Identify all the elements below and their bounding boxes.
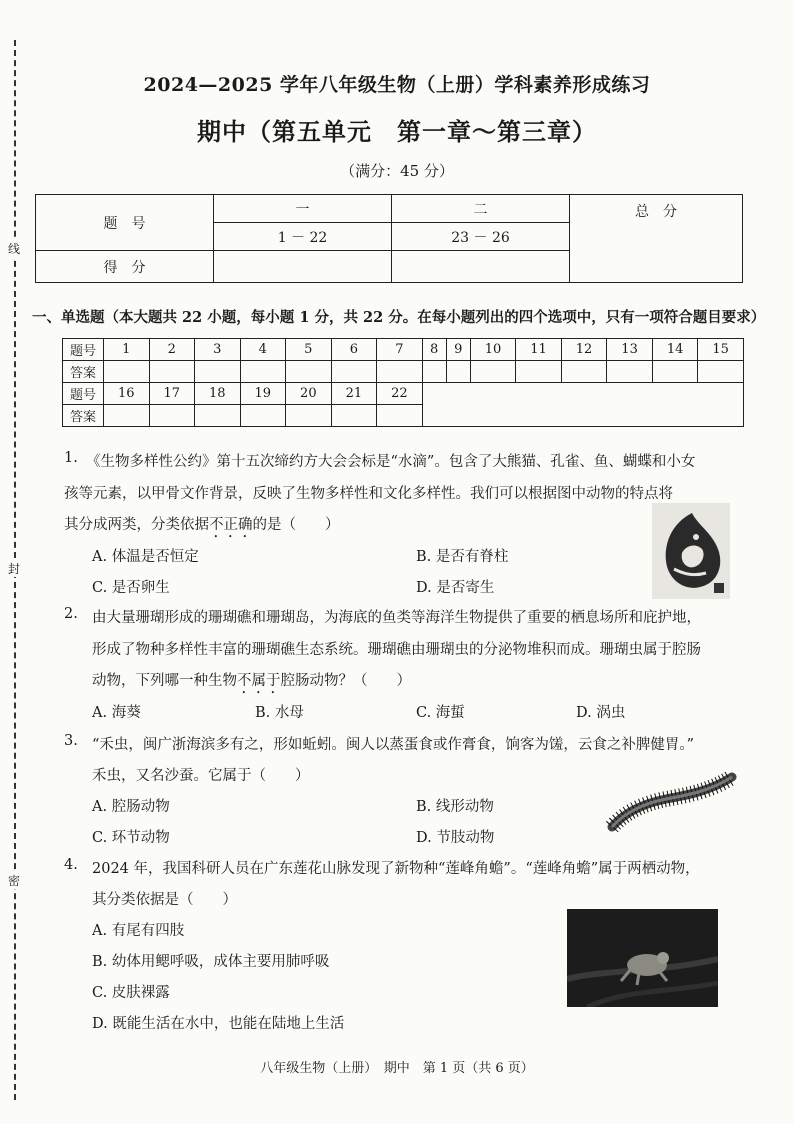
- question-1-option-d[interactable]: D. 是否寄生: [416, 580, 495, 596]
- page-footer: 八年级生物（上册） 期中 第 1 页（共 6 页）: [260, 1061, 534, 1076]
- binding-char-secret: 密: [4, 872, 24, 889]
- question-2-emphasis: 不属于: [237, 673, 281, 689]
- answer-cell[interactable]: [561, 361, 607, 383]
- page-title: 2024—2025 学年八年级生物（上册）学科素养形成练习: [143, 74, 651, 96]
- score-col1-range: 1 － 22: [214, 223, 392, 251]
- answer-cell[interactable]: [104, 361, 150, 383]
- answer-grid-label: 答案: [63, 405, 104, 427]
- answer-num: 10: [470, 339, 516, 361]
- answer-cell[interactable]: [331, 405, 377, 427]
- score-col1-title: 一: [214, 195, 392, 223]
- answer-cell[interactable]: [652, 361, 698, 383]
- answer-grid-blank: [422, 383, 743, 427]
- question-2-option-c[interactable]: C. 海蜇: [416, 705, 465, 721]
- answer-num: 8: [422, 339, 446, 361]
- question-2-option-a[interactable]: A. 海葵: [92, 705, 141, 721]
- answer-num: 15: [698, 339, 744, 361]
- question-3-line: “禾虫，闽广浙海滨多有之，形如蚯蚓。闽人以蒸蛋食或作膏食，饷客为馐，云食之补脾健胃。”: [92, 737, 695, 753]
- answer-grid: [62, 338, 744, 427]
- score-table: [35, 194, 743, 283]
- question-3-line: 禾虫，又名沙蚕。它属于（ ）: [92, 768, 310, 784]
- binding-char-seal: 封: [4, 560, 24, 577]
- answer-grid-label: 题号: [63, 383, 104, 405]
- question-1-option-c[interactable]: C. 是否卵生: [92, 580, 170, 596]
- page-subtitle: 期中（第五单元 第一章～第三章）: [197, 117, 597, 146]
- question-4-line: 其分类依据是（ ）: [92, 892, 237, 908]
- question-1-text: 的是（ ）: [252, 517, 340, 533]
- full-score-note: （满分：45 分）: [340, 162, 454, 180]
- answer-grid-label: 答案: [63, 361, 104, 383]
- question-3-option-d[interactable]: D. 节肢动物: [416, 830, 495, 846]
- score-total: 总 分: [570, 195, 743, 283]
- question-2-line: 形成了物种多样性丰富的珊瑚礁生态系统。珊瑚礁由珊瑚虫的分泌物堆积而成。珊瑚虫属于腔肠: [92, 642, 701, 658]
- answer-cell[interactable]: [698, 361, 744, 383]
- answer-cell[interactable]: [607, 361, 653, 383]
- answer-num: 19: [240, 383, 286, 405]
- section1-header: 一、单选题（本大题共 22 小题，每小题 1 分，共 22 分。在每小题列出的四个选项中，只有一项符合题目要求）: [32, 309, 766, 326]
- question-4-option-b[interactable]: B. 幼体用鳃呼吸，成体主要用肺呼吸: [92, 954, 330, 970]
- answer-num: 3: [195, 339, 241, 361]
- answer-cell[interactable]: [195, 405, 241, 427]
- answer-grid-label: 题号: [63, 339, 104, 361]
- answer-num: 4: [240, 339, 286, 361]
- answer-num: 18: [195, 383, 241, 405]
- answer-cell[interactable]: [240, 361, 286, 383]
- answer-cell[interactable]: [240, 405, 286, 427]
- answer-cell[interactable]: [104, 405, 150, 427]
- answer-cell[interactable]: [377, 361, 423, 383]
- cbd-waterdrop-logo-image: [652, 503, 730, 599]
- answer-num: 16: [104, 383, 150, 405]
- answer-cell[interactable]: [446, 361, 470, 383]
- answer-cell[interactable]: [286, 361, 332, 383]
- question-1-option-b[interactable]: B. 是否有脊柱: [416, 549, 509, 565]
- question-4-line: 2024 年，我国科研人员在广东莲花山脉发现了新物种“莲峰角蟾”。“莲峰角蟾”属于两栖动物，: [92, 861, 700, 877]
- answer-num: 11: [516, 339, 562, 361]
- answer-cell[interactable]: [149, 405, 195, 427]
- score-cell-2[interactable]: [392, 251, 570, 283]
- binding-char-line: 线: [4, 240, 24, 257]
- answer-cell[interactable]: [149, 361, 195, 383]
- answer-cell[interactable]: [422, 361, 446, 383]
- score-cell-1[interactable]: [214, 251, 392, 283]
- answer-num: 5: [286, 339, 332, 361]
- question-2-option-d[interactable]: D. 涡虫: [576, 705, 626, 721]
- answer-num: 7: [377, 339, 423, 361]
- answer-num: 1: [104, 339, 150, 361]
- question-3-option-c[interactable]: C. 环节动物: [92, 830, 170, 846]
- answer-num: 6: [331, 339, 377, 361]
- question-2-number: 2.: [64, 606, 78, 622]
- question-2-option-b[interactable]: B. 水母: [255, 705, 304, 721]
- answer-num: 12: [561, 339, 607, 361]
- question-3-number: 3.: [64, 733, 78, 749]
- question-1-option-a[interactable]: A. 体温是否恒定: [92, 549, 199, 565]
- score-label-score: 得 分: [36, 251, 214, 283]
- score-col2-title: 二: [392, 195, 570, 223]
- question-4-number: 4.: [64, 857, 78, 873]
- answer-num: 20: [286, 383, 332, 405]
- answer-num: 9: [446, 339, 470, 361]
- question-1-line: 孩等元素，以甲骨文作背景，反映了生物多样性和文化多样性。我们可以根据图中动物的特点将: [64, 486, 673, 502]
- question-1-emphasis: 不正确: [209, 517, 253, 533]
- answer-cell[interactable]: [286, 405, 332, 427]
- answer-cell[interactable]: [195, 361, 241, 383]
- answer-cell[interactable]: [516, 361, 562, 383]
- ragworm-image: [606, 765, 738, 837]
- question-1-number: 1.: [64, 450, 78, 466]
- question-4-option-c[interactable]: C. 皮肤裸露: [92, 985, 170, 1001]
- question-3-option-a[interactable]: A. 腔肠动物: [92, 799, 170, 815]
- score-col2-range: 23 － 26: [392, 223, 570, 251]
- answer-cell[interactable]: [331, 361, 377, 383]
- answer-num: 17: [149, 383, 195, 405]
- question-2-line-last: [92, 669, 411, 697]
- question-2-text: 腔肠动物？（ ）: [280, 673, 411, 689]
- question-4-option-a[interactable]: A. 有尾有四肢: [92, 923, 185, 939]
- question-2-line: 由大量珊瑚形成的珊瑚礁和珊瑚岛，为海底的鱼类等海洋生物提供了重要的栖息场所和庇护地，: [92, 610, 701, 626]
- question-4-option-d[interactable]: D. 既能生活在水中，也能在陆地上生活: [92, 1016, 345, 1032]
- answer-num: 22: [377, 383, 423, 405]
- score-label-topic: 题 号: [36, 195, 214, 251]
- question-1-text: 其分成两类，分类依据: [64, 517, 209, 533]
- answer-num: 14: [652, 339, 698, 361]
- question-1-line: 《生物多样性公约》第十五次缔约方大会会标是“水滴”。包含了大熊猫、孔雀、鱼、蝴蝶和小女: [86, 454, 696, 470]
- answer-cell[interactable]: [470, 361, 516, 383]
- question-1-line-last: [64, 513, 340, 541]
- toad-photo-image: [567, 909, 718, 1007]
- question-3-option-b[interactable]: B. 线形动物: [416, 799, 494, 815]
- answer-num: 13: [607, 339, 653, 361]
- question-2-text: 动物，下列哪一种生物: [92, 673, 237, 689]
- answer-num: 2: [149, 339, 195, 361]
- answer-cell[interactable]: [377, 405, 423, 427]
- answer-num: 21: [331, 383, 377, 405]
